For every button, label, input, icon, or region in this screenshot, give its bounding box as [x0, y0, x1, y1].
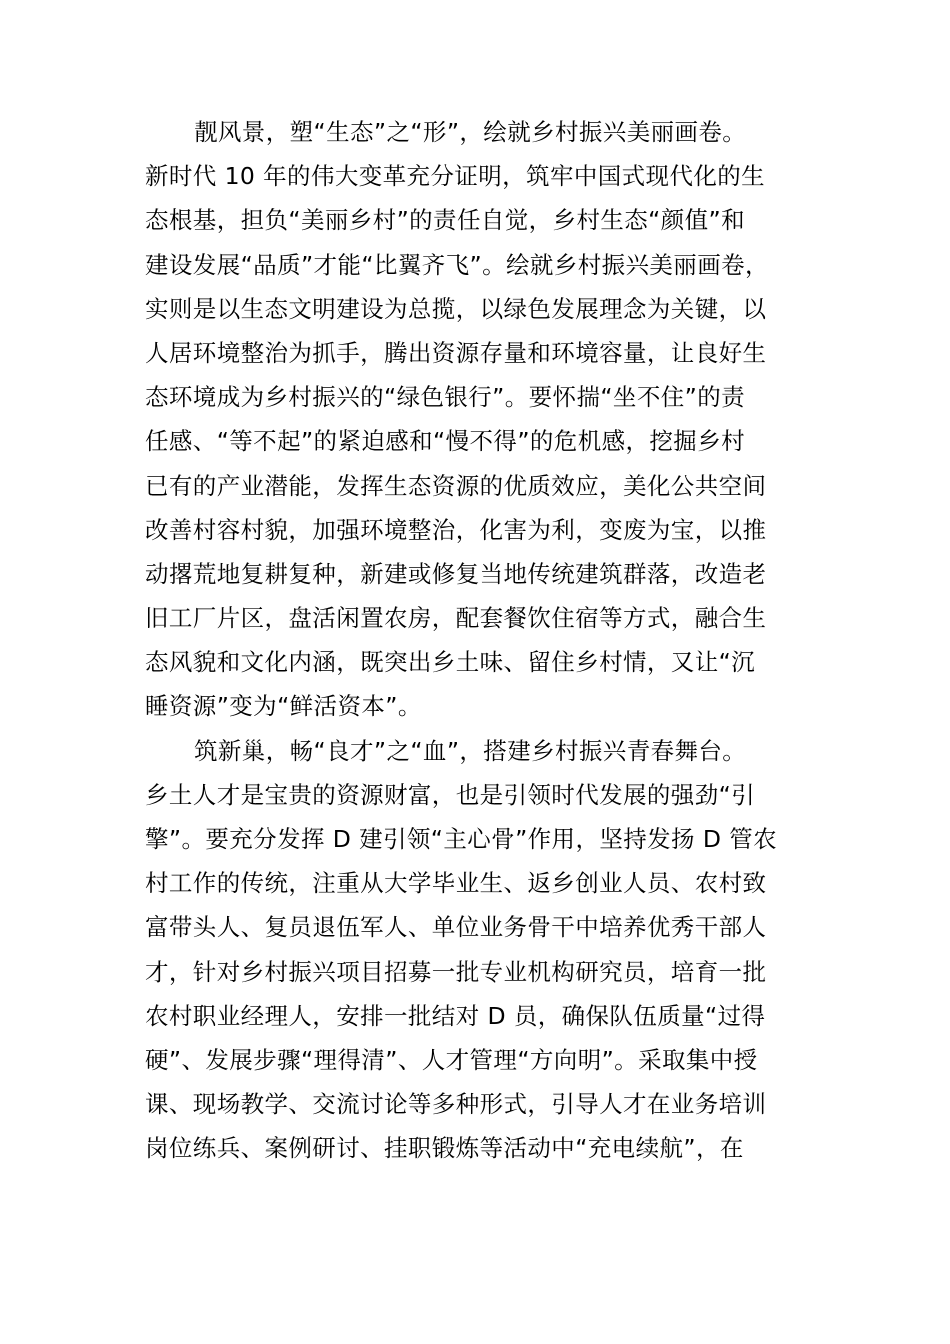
paragraph-ecology [145, 110, 810, 729]
paragraph-line: 硬”、发展步骤“理得清”、人才管理“方向明”。采取集中授 [145, 1045, 758, 1074]
paragraph-line: 建设发展“品质”才能“比翼齐飞”。绘就乡村振兴美丽画卷， [145, 250, 769, 279]
paragraph-line: 态环境成为乡村振兴的“绿色银行”。要怀揣“坐不住”的责 [145, 383, 745, 412]
paragraph-talent [145, 729, 810, 1171]
paragraph-line: 擎”。要充分发挥 D 建引领“主心骨”作用，坚持发扬 D 管农 [145, 825, 777, 853]
paragraph-line: 才，针对乡村振兴项目招募一批专业机构研究员，培育一批 [145, 957, 767, 986]
paragraph-line: 已有的产业潜能，发挥生态资源的优质效应，美化公共空间 [145, 471, 767, 500]
paragraph-line: 任感、“等不起”的紧迫感和“慢不得”的危机感，挖掘乡村 [145, 427, 745, 456]
paragraph-line: 睡资源”变为“鲜活资本”。 [145, 692, 422, 721]
paragraph-line: 岗位练兵、案例研讨、挂职锻炼等活动中“充电续航”，在 [145, 1134, 744, 1163]
paragraph-line: 富带头人、复员退伍军人、单位业务骨干中培养优秀干部人 [145, 913, 767, 942]
paragraph-line: 新时代 10 年的伟大变革充分证明，筑牢中国式现代化的生 [145, 162, 766, 191]
paragraph-line: 实则是以生态文明建设为总揽，以绿色发展理念为关键，以 [145, 294, 767, 323]
paragraph-line: 动撂荒地复耕复种，新建或修复当地传统建筑群落，改造老 [145, 559, 767, 588]
document-body [145, 110, 810, 1171]
paragraph-line: 村工作的传统，注重从大学毕业生、返乡创业人员、农村致 [145, 869, 767, 898]
paragraph-line: 农村职业经理人，安排一批结对 D 员，确保队伍质量“过得 [145, 1001, 766, 1030]
paragraph-line: 乡土人才是宝贵的资源财富，也是引领时代发展的强劲“引 [145, 780, 756, 809]
paragraph-line: 态风貌和文化内涵，既突出乡土味、留住乡村情，又让“沉 [145, 648, 756, 677]
paragraph-line: 靓风景，塑“生态”之“形”，绘就乡村振兴美丽画卷。 [194, 118, 747, 146]
paragraph-line: 旧工厂片区，盘活闲置农房，配套餐饮住宿等方式，融合生 [145, 604, 767, 633]
paragraph-line: 课、现场教学、交流讨论等多种形式，引导人才在业务培训 [145, 1090, 767, 1119]
paragraph-line: 态根基，担负“美丽乡村”的责任自觉，乡村生态“颜值”和 [145, 206, 745, 235]
paragraph-line: 筑新巢，畅“良才”之“血”，搭建乡村振兴青春舞台。 [194, 736, 747, 765]
paragraph-line: 人居环境整治为抓手，腾出资源存量和环境容量，让良好生 [145, 338, 767, 367]
paragraph-line: 改善村容村貌，加强环境整治，化害为利，变废为宝，以推 [145, 515, 767, 544]
